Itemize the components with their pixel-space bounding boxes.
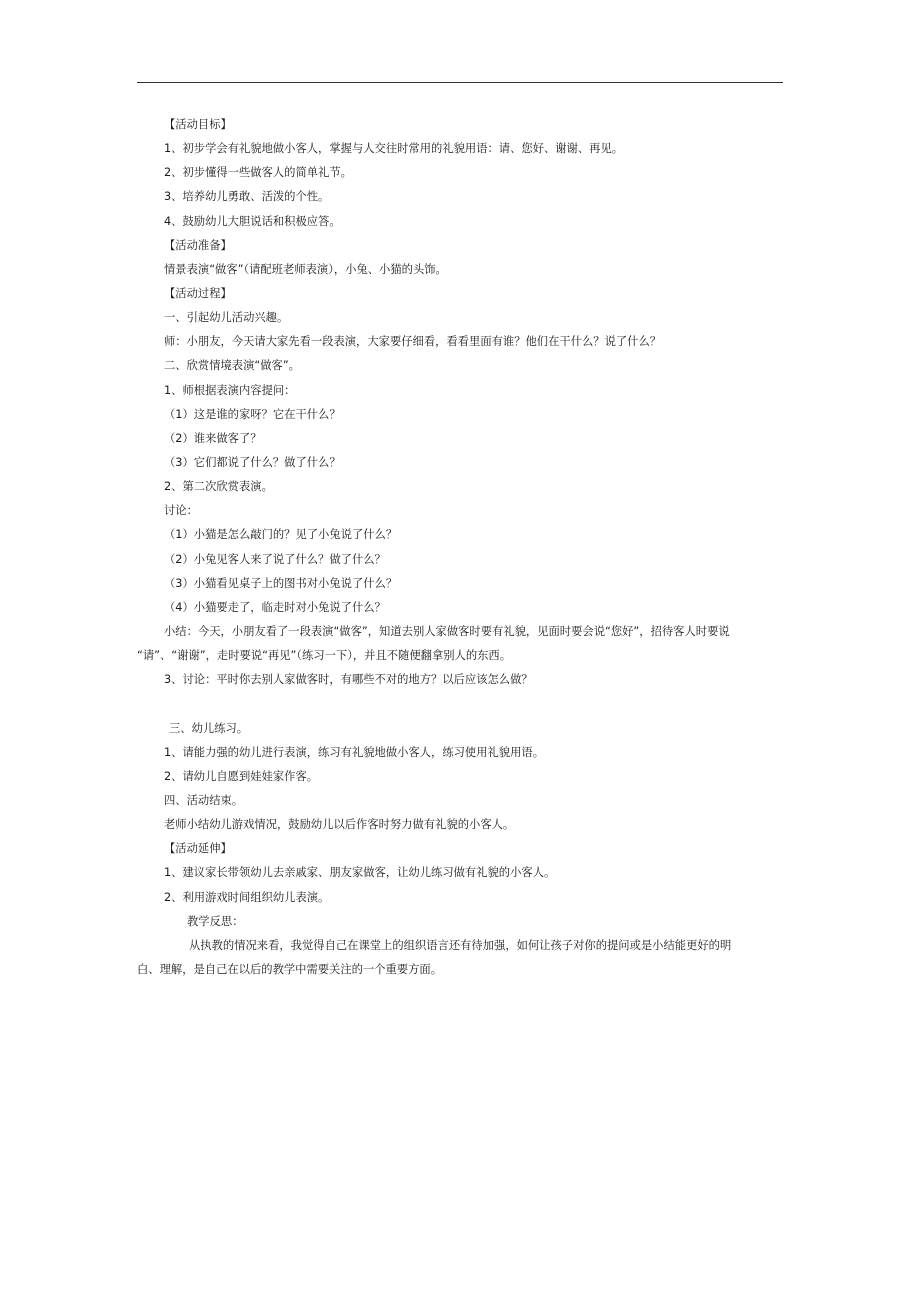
process-step: 四、活动结束。 [164, 793, 244, 807]
summary-text-continued: “请”、“谢谢”，走时要说“再见”（练习一下），并且不随便翻拿别人的东西。 [137, 649, 512, 663]
reflection-text-continued: 白、理解，是自己在以后的教学中需要关注的一个重要方面。 [137, 962, 443, 976]
process-step: 一、引起幼儿活动兴趣。 [164, 311, 289, 325]
section-heading-extension: 【活动延伸】 [164, 842, 232, 856]
question-item: （3）小猫看见桌子上的图书对小兔说了什么？ [164, 576, 398, 590]
header-rule [137, 82, 783, 83]
document-body [137, 113, 785, 982]
process-text: 老师小结幼儿游戏情况，鼓励幼儿以后作客时努力做有礼貌的小客人。 [164, 818, 515, 832]
extension-item: 2、利用游戏时间组织幼儿表演。 [164, 890, 330, 904]
blank-line [137, 692, 785, 716]
section-heading-preparation: 【活动准备】 [164, 238, 232, 252]
question-item: （4）小猫要走了，临走时对小兔说了什么？ [164, 600, 386, 614]
preparation-text: 情景表演“做客”（请配班老师表演），小兔、小猫的头饰。 [164, 262, 447, 276]
section-heading-process: 【活动过程】 [164, 286, 232, 300]
question-item: （1）这是谁的家呀？它在干什么？ [164, 407, 341, 421]
question-item: （1）小猫是怎么敲门的？见了小兔说了什么？ [164, 528, 398, 542]
question-item: （3）它们都说了什么？做了什么？ [164, 455, 341, 469]
section-heading-goals: 【活动目标】 [164, 118, 232, 131]
question-item: （2）小兔见客人来了说了什么？做了什么？ [164, 552, 386, 566]
discussion-label: 讨论： [164, 504, 198, 518]
reflection-heading: 教学反思： [187, 914, 244, 928]
process-step: 三、幼儿练习。 [169, 721, 249, 735]
goal-item: 4、鼓励幼儿大胆说话和积极应答。 [164, 214, 341, 228]
goal-item: 1、初步学会有礼貌地做小客人，掌握与人交往时常用的礼貌用语：请、您好、谢谢、再见。 [164, 142, 624, 156]
summary-text: 小结：今天，小朋友看了一段表演“做客”，知道去别人家做客时要有礼貌，见面时要会说“您好”，招待客人时要说 [164, 624, 730, 638]
reflection-text: 从执教的情况来看，我觉得自己在课堂上的组织语言还有待加强，如何让孩子对你的提问或是小结能更好的明 [189, 938, 732, 952]
process-text: 1、师根据表演内容提问： [164, 383, 296, 397]
process-text: 3、讨论：平时你去别人家做客时，有哪些不对的地方？以后应该怎么做？ [164, 673, 533, 687]
question-item: （2）谁来做客了？ [164, 431, 262, 445]
practice-item: 1、请能力强的幼儿进行表演，练习有礼貌地做小客人，练习使用礼貌用语。 [164, 745, 544, 759]
extension-item: 1、建议家长带领幼儿去亲戚家、朋友家做客，让幼儿练习做有礼貌的小客人。 [164, 866, 556, 880]
goal-item: 2、初步懂得一些做客人的简单礼节。 [164, 166, 352, 180]
practice-item: 2、请幼儿自愿到娃娃家作客。 [164, 769, 319, 783]
process-step: 二、欣赏情境表演“做客”。 [164, 359, 300, 373]
process-text: 2、第二次欣赏表演。 [164, 480, 273, 494]
goal-item: 3、培养幼儿勇敢、活泼的个性。 [164, 190, 330, 204]
process-text: 师：小朋友，今天请大家先看一段表演，大家要仔细看，看看里面有谁？他们在干什么？说了什么？ [164, 335, 662, 349]
